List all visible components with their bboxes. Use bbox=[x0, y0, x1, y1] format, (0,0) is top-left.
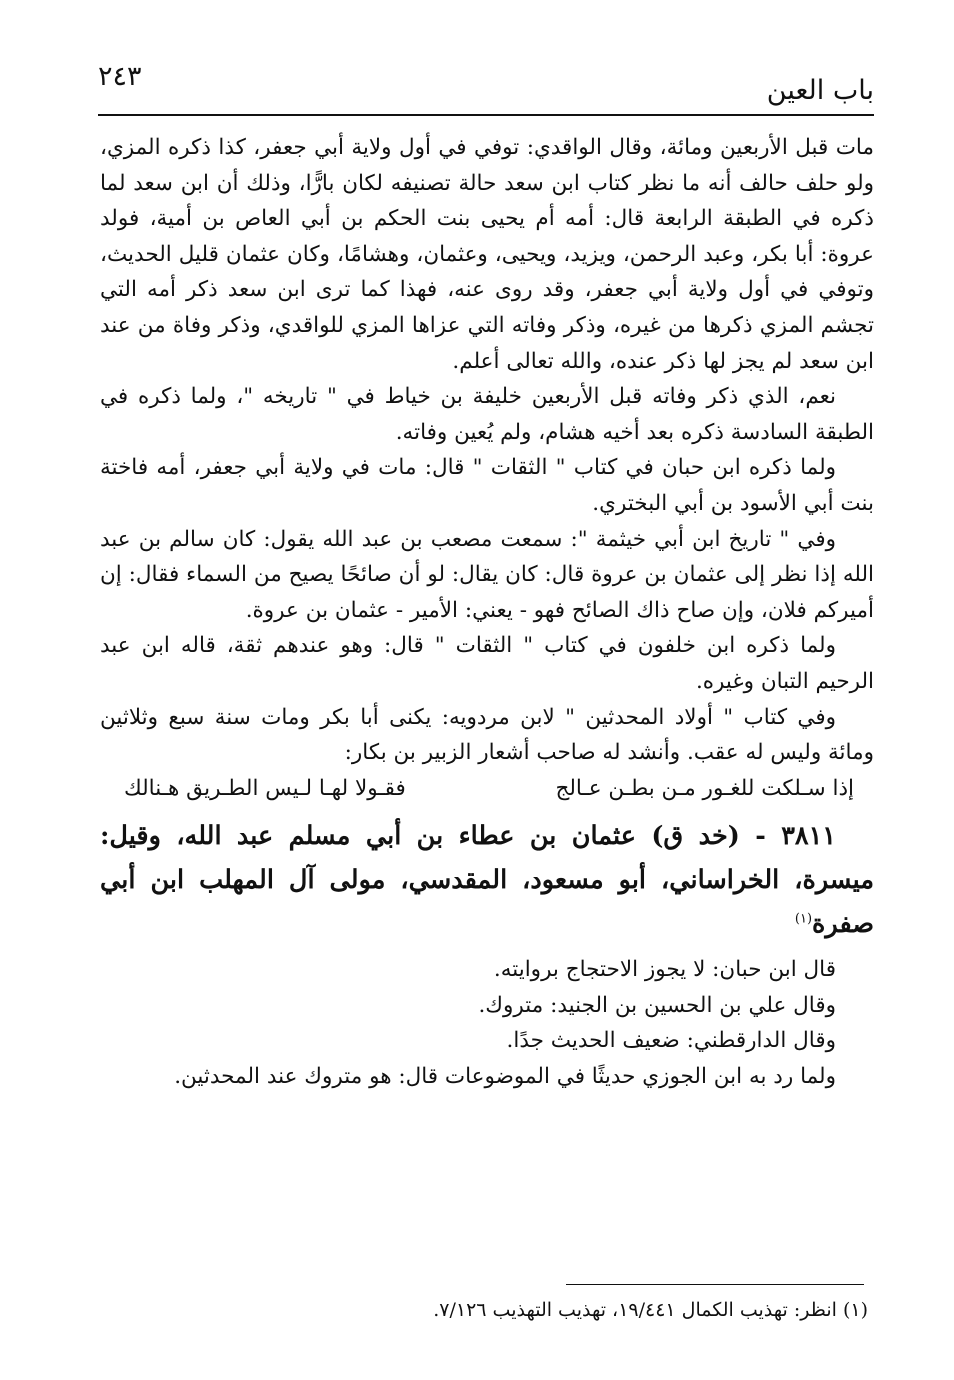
footnote-marker: (١) bbox=[794, 911, 813, 927]
paragraph: وفي " تاريخ ابن أبي خيثمة ": سمعت مصعب بن عبد الله يقول: كان سالم بن عبد الله إذا نظر إلى عثمان بن عروة قال: كان يقال: لو أن صائحًا يصيح من السماء فقال: إن أميركم فلان، وإن صاح ذاك الصائح فهو - يعني: الأمير - عثمان بن عروة. bbox=[100, 526, 874, 623]
entry-line: وقال الدارقطني: ضعيف الحديث جدًا. bbox=[506, 1028, 836, 1054]
paragraph: نعم، الذي ذكر وفاته قبل الأربعين خليفة بن خياط في " تاريخه "، ولما ذكره في الطبقة السادسة ذكره بعد أخيه هشام، ولم يُعين وفاته. bbox=[100, 384, 874, 445]
entry-line: ولما رد به ابن الجوزي حديثًا في الموضوعات قال: هو متروك عند المحدثين. bbox=[174, 1064, 836, 1090]
paragraph: وفي كتاب " أولاد المحدثين " لابن مردويه: يكنى أبا بكر ومات سنة سبع وثلاثين ومائة وليس له عقب. وأنشد له صاحب أشعار الزبير بن بكار: bbox=[100, 704, 874, 766]
paragraph: مات قبل الأربعين ومائة، وقال الواقدي: توفي في أول ولاية أبي جعفر، كذا ذكره المزي، ولو حلف حالف أنه ما نظر كتاب ابن سعد حالة تصنيفه لكان بارًّا، وذلك أن ابن سعد لما ذكره في الطبقة الرابعة قال: أمه أم يحيى بنت الحكم بن أبي العاص بن أمية، فولد عروة: أبا بكر، وعبد الرحمن، ويزيد، ويحيى، وعثمان، وهشامًا، وكان عثمان قليل الحديث، وتوفي في أول ولاية أبي جعفر، وقد روى عنه، فهذا كما ترى ابن سعد ذكر أمه التي تجشم المزي ذكرها من غيره، وذكر وفاته التي عزاها المزي للواقدي، وذكر وفاة من عند ابن سعد لم يجز لها ذكر عنده، والله تعالى أعلم. bbox=[100, 135, 874, 374]
entry-line: قال ابن حبان: لا يجوز الاحتجاج بروايته. bbox=[493, 957, 836, 983]
entry-heading bbox=[100, 814, 874, 946]
verse-second-hemistich: فقـولا لهـا لـيس الطـريق هـنالك bbox=[124, 775, 406, 801]
main-text bbox=[100, 130, 874, 1095]
entry-heading-text: ٣٨١١ - (خد ق) عثمان بن عطاء بن أبي مسلم عبد الله، وقيل: ميسرة، الخراساني، أبو مسعود، المقدسي، مولى آل المهلب ابن أبي صفرة bbox=[100, 821, 874, 940]
verse-first-hemistich: إذا سـلكت للغـور مـن بطـن عـالج bbox=[555, 775, 854, 801]
paragraph: ولما ذكره ابن خلفون في كتاب " الثقات " قال: وهو عندهم ثقة، قاله ابن عبد الرحيم التبان وغيره. bbox=[100, 633, 874, 694]
footnote-divider bbox=[566, 1284, 864, 1285]
running-head: باب العين bbox=[766, 75, 874, 106]
page-number: ٢٤٣ bbox=[98, 61, 142, 92]
poetry-verse bbox=[100, 771, 874, 807]
footnote: (١) انظر: تهذيب الكمال ١٩/٤٤١، تهذيب التهذيب ٧/١٢٦. bbox=[433, 1299, 868, 1321]
entry-line: وقال علي بن الحسين بن الجنيد: متروك. bbox=[478, 992, 836, 1018]
page-header bbox=[98, 62, 874, 116]
paragraph: ولما ذكره ابن حبان في كتاب " الثقات " قال: مات في ولاية أبي جعفر، أمه فاختة بنت أبي الأسود بن أبي البختري. bbox=[100, 455, 874, 516]
